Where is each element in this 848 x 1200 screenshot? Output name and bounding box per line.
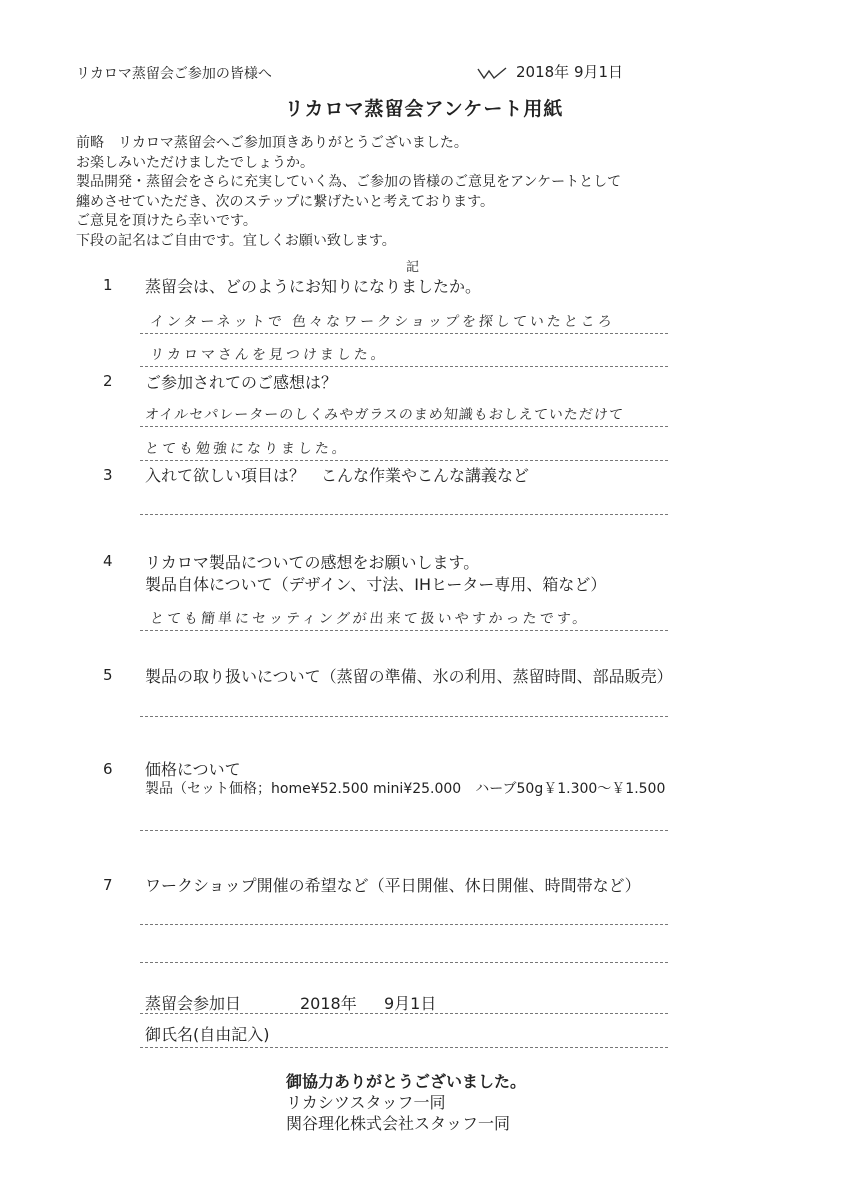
answer-rule bbox=[140, 333, 668, 334]
page-title: リカロマ蒸留会アンケート用紙 bbox=[284, 98, 564, 120]
question-4-answer-line-1: とても簡単にセッティングが出来て扱いやすかったです。 bbox=[149, 611, 591, 627]
attendance-year: 2018年 bbox=[300, 994, 357, 1013]
intro-line: ご意見を頂けたら幸いです。 bbox=[76, 213, 257, 229]
answer-rule bbox=[140, 830, 668, 831]
answer-rule bbox=[140, 460, 668, 461]
answer-rule bbox=[140, 426, 668, 427]
question-4-subtext: 製品自体について（デザイン、寸法、IHヒーター専用、箱など） bbox=[145, 575, 607, 594]
handwritten-check-mark-icon bbox=[476, 65, 508, 81]
question-2-text: ご参加されてのご感想は？ bbox=[145, 373, 338, 392]
question-1-text: 蒸留会は、どのようにお知りになりましたか。 bbox=[145, 277, 482, 296]
question-5-text: 製品の取り扱いについて（蒸留の準備、氷の利用、蒸留時間、部品販売） bbox=[145, 667, 673, 686]
question-4-number: 4 bbox=[103, 552, 113, 570]
intro-line: 製品開発・蒸留会をさらに充実していく為、ご参加の皆様のご意見をアンケートとして bbox=[76, 174, 622, 190]
answer-rule bbox=[140, 366, 668, 367]
question-1-answer-line-2: リカロマさんを見つけました。 bbox=[149, 347, 389, 363]
question-2-answer-line-2: とても勉強になりました。 bbox=[144, 441, 350, 457]
header-date-row bbox=[476, 61, 623, 82]
question-3-text: 入れて欲しい項目は？ こんな作業やこんな講義など bbox=[145, 466, 530, 485]
attendance-label: 蒸留会参加日 bbox=[145, 994, 242, 1013]
attendance-day: 9月1日 bbox=[384, 994, 437, 1013]
answer-rule bbox=[140, 630, 668, 631]
question-6-number: 6 bbox=[103, 760, 113, 778]
question-3-number: 3 bbox=[103, 466, 113, 484]
answer-rule bbox=[140, 1047, 668, 1048]
intro-line: 下段の記名はご自由です。宜しくお願い致します。 bbox=[76, 232, 396, 249]
question-1-number: 1 bbox=[103, 276, 113, 294]
name-label: 御氏名(自由記入) bbox=[145, 1025, 270, 1044]
answer-rule bbox=[140, 514, 668, 515]
question-2-answer-line-1: オイルセパレーターのしくみやガラスのまめ知識もおしえていただけて bbox=[144, 407, 625, 423]
question-6-text: 価格について bbox=[145, 760, 241, 779]
intro-line: 纏めさせていただき、次のステップに繋げたいと考えております。 bbox=[76, 193, 495, 210]
answer-rule bbox=[140, 716, 668, 717]
intro-line: 前略 リカロマ蒸留会へご参加頂きありがとうございました。 bbox=[76, 135, 468, 151]
thanks-message: 御協力ありがとうございました。 bbox=[286, 1072, 527, 1091]
addressee: リカロマ蒸留会ご参加の皆様へ bbox=[76, 66, 272, 82]
question-1-answer-line-1: インターネットで 色々なワークショップを探していたところ bbox=[149, 314, 616, 330]
question-6-subtext: 製品（セット価格；home¥52.500 mini¥25.000 ハーブ50g￥1.300～￥1.500 bbox=[145, 781, 666, 797]
answer-rule bbox=[140, 1013, 668, 1014]
intro-line: お楽しみいただけましたでしょうか。 bbox=[76, 154, 314, 171]
question-7-number: 7 bbox=[103, 876, 113, 894]
question-4-text: リカロマ製品についての感想をお願いします。 bbox=[145, 553, 480, 572]
intro-paragraph bbox=[76, 134, 621, 251]
answer-rule bbox=[140, 924, 668, 925]
question-7-text: ワークショップ開催の希望など（平日開催、休日開催、時間帯など） bbox=[145, 876, 641, 895]
header-date: 2018年 9月1日 bbox=[516, 63, 624, 81]
staff-line-2: 関谷理化株式会社スタッフ一同 bbox=[286, 1114, 511, 1133]
question-5-number: 5 bbox=[103, 666, 113, 684]
staff-line-1: リカシツスタッフ一同 bbox=[286, 1093, 446, 1112]
ki-heading: 記 bbox=[406, 260, 420, 275]
answer-rule bbox=[140, 962, 668, 963]
question-2-number: 2 bbox=[103, 372, 113, 390]
